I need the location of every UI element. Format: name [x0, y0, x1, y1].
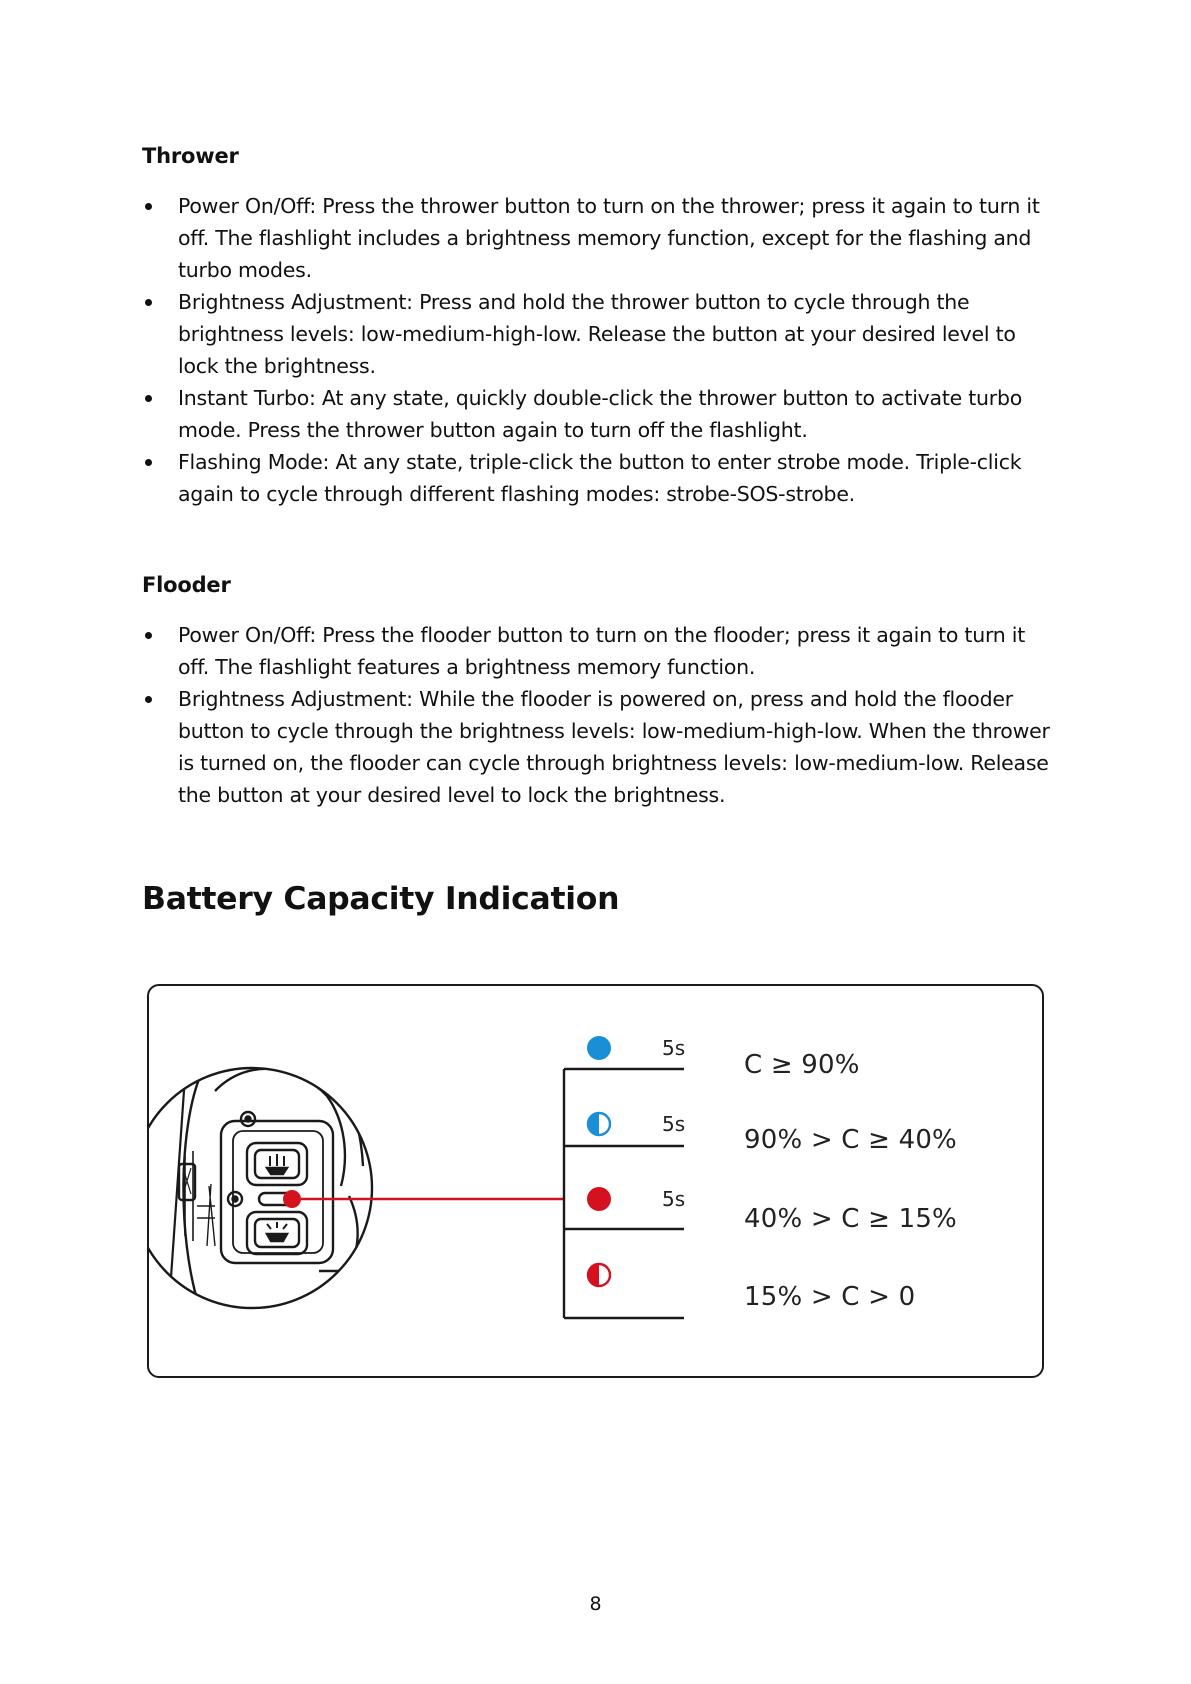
level-duration: 5s [662, 1112, 686, 1136]
battery-capacity-heading: Battery Capacity Indication [142, 881, 620, 917]
solid-red-dot-icon [587, 1187, 611, 1211]
thrower-bullet-list [142, 190, 1062, 510]
flooder-heading: Flooder [142, 573, 231, 597]
flashlight-diagram [149, 986, 1042, 1376]
solid-blue-dot-icon [587, 1036, 611, 1060]
level-condition: 15% > C > 0 [744, 1282, 916, 1312]
level-duration: 5s [662, 1036, 686, 1060]
level-condition: C ≥ 90% [744, 1050, 860, 1080]
half-blue-dot-icon [588, 1113, 610, 1135]
list-item: Brightness Adjustment: While the flooder is powered on, press and hold the flooder button to cycle through the brightness levels: low-medium-high-low. When the thrower is turned on, the flooder can cycle through brightness levels: low-medium-low. Release the button at your desired level to lock the brightness. [142, 683, 1062, 811]
list-item: Brightness Adjustment: Press and hold the thrower button to cycle through the brightness levels: low-medium-high-low. Release the button at your desired level to lock the brightness. [142, 286, 1062, 382]
page-number: 8 [589, 1593, 602, 1615]
half-red-dot-icon [588, 1264, 610, 1286]
level-duration: 5s [662, 1187, 686, 1211]
thrower-heading: Thrower [142, 144, 239, 168]
battery-indicator-figure [147, 984, 1044, 1378]
flooder-bullet-list [142, 619, 1062, 811]
level-condition: 90% > C ≥ 40% [744, 1125, 957, 1155]
indicator-led-dot [283, 1190, 301, 1208]
flashlight-head-illustration [149, 1068, 379, 1308]
list-item: Power On/Off: Press the thrower button to turn on the thrower; press it again to turn it off. The flashlight includes a brightness memory function, except for the flashing and turbo modes. [142, 190, 1062, 286]
list-item: Power On/Off: Press the flooder button to turn on the flooder; press it again to turn it off. The flashlight features a brightness memory function. [142, 619, 1062, 683]
list-item: Instant Turbo: At any state, quickly double-click the thrower button to activate turbo mode. Press the thrower button again to turn off the flashlight. [142, 382, 1062, 446]
level-condition: 40% > C ≥ 15% [744, 1204, 957, 1234]
list-item: Flashing Mode: At any state, triple-click the button to enter strobe mode. Triple-click again to cycle through different flashing modes: strobe-SOS-strobe. [142, 446, 1062, 510]
